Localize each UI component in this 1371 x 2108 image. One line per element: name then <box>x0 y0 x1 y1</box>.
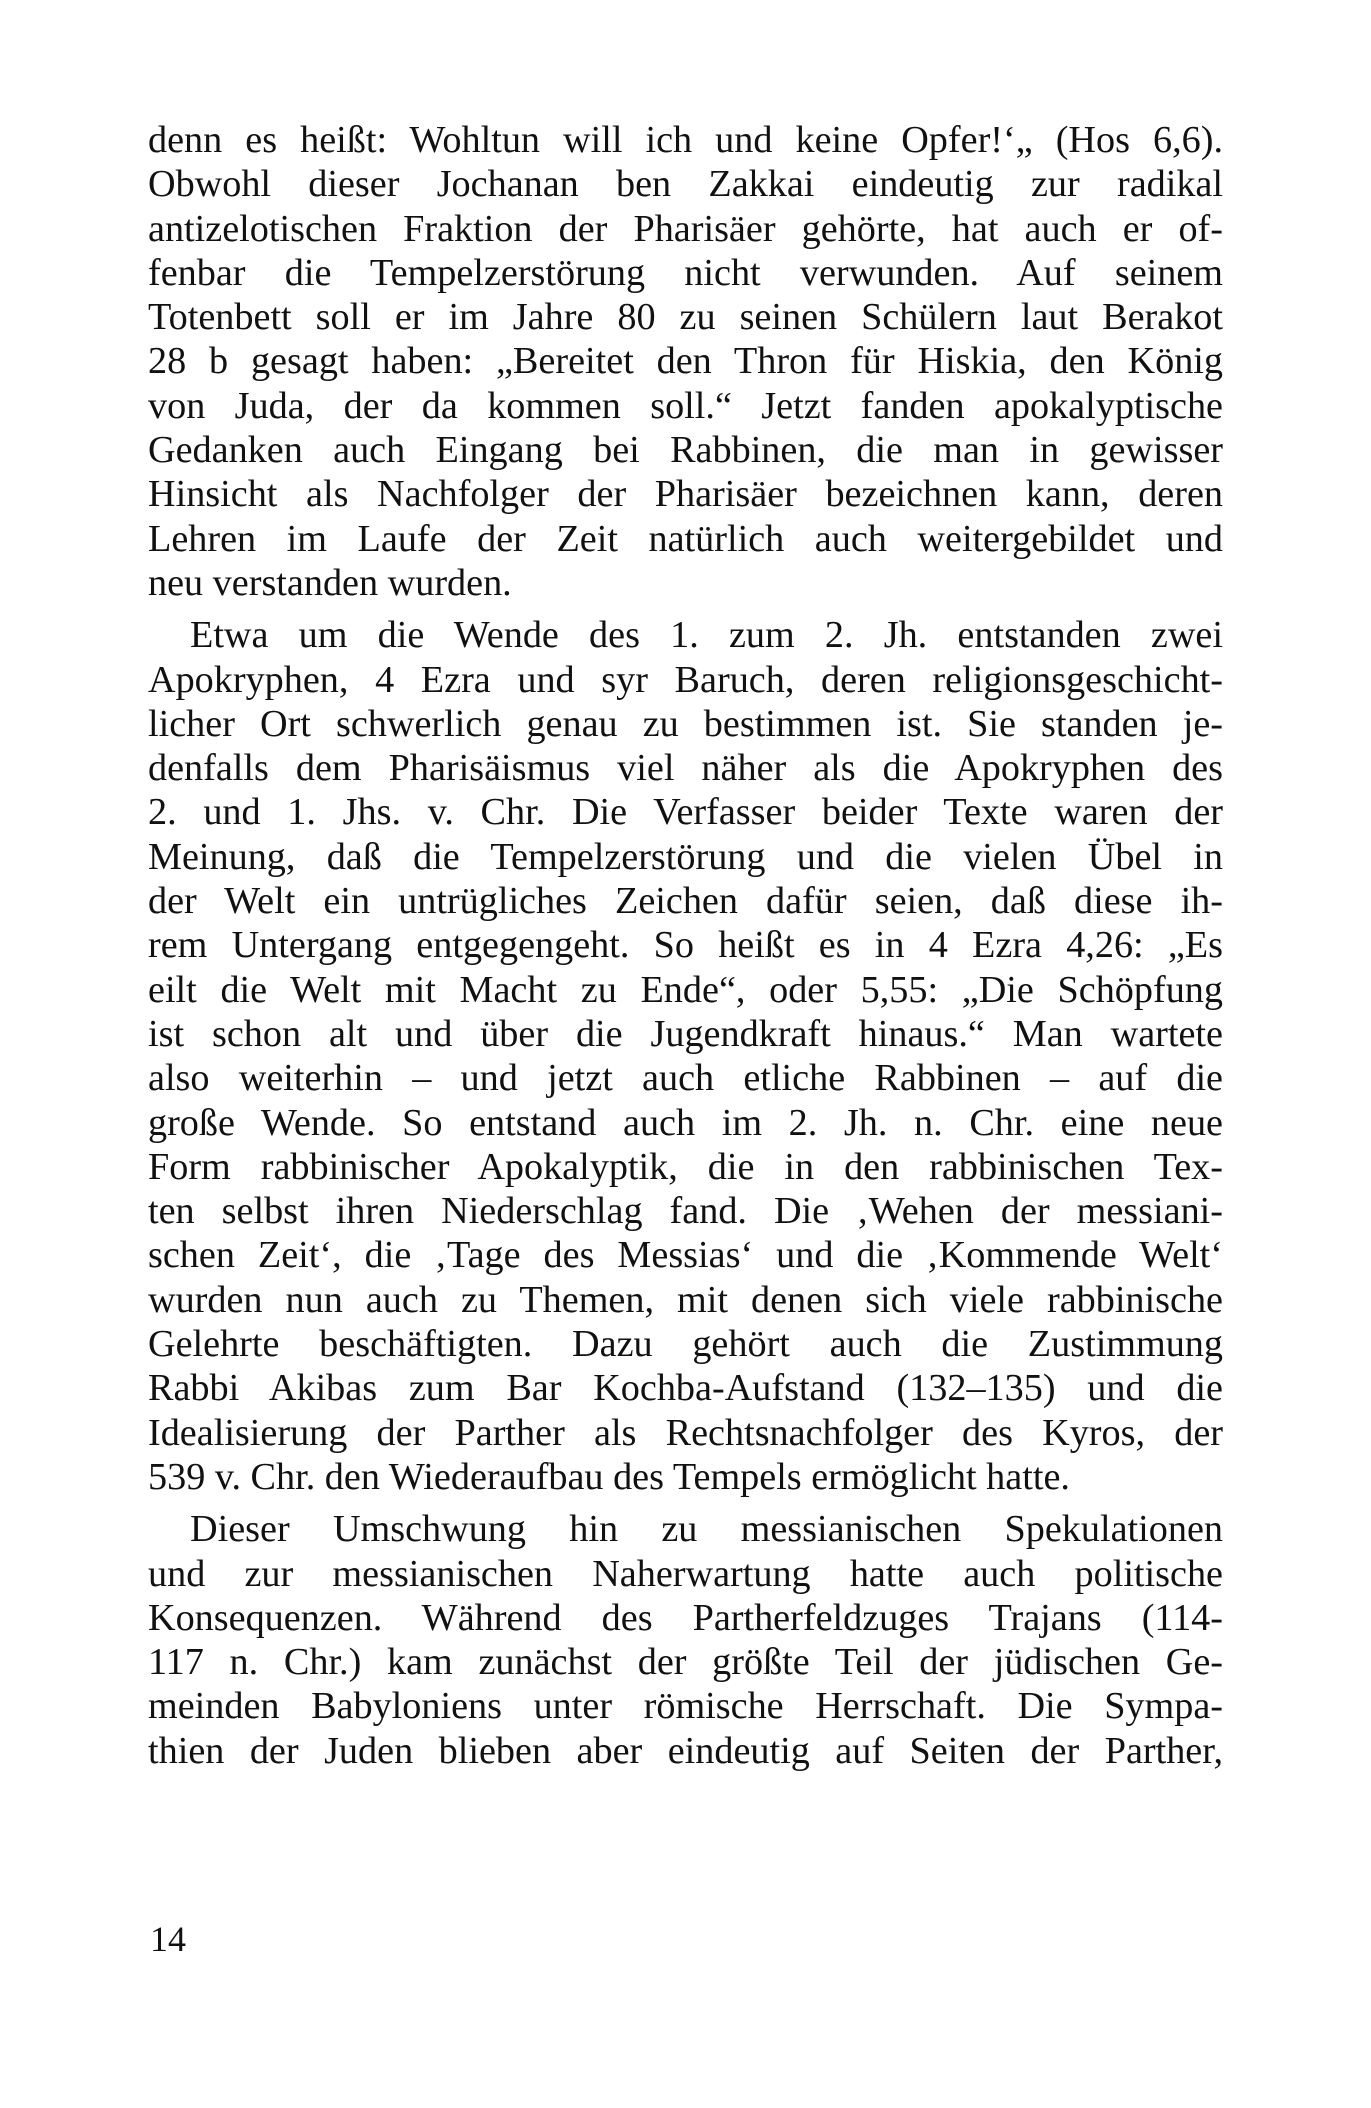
text-line: Gelehrte beschäftigten. Dazu gehört auch die Zustimmung <box>148 1323 1223 1366</box>
text-line: Rabbi Akibas zum Bar Kochba-Aufstand (132–135) und die <box>148 1367 1223 1410</box>
text-line: Totenbett soll er im Jahre 80 zu seinen Schülern laut Berakot <box>148 296 1223 339</box>
text-line: Gedanken auch Eingang bei Rabbinen, die man in gewisser <box>148 429 1223 472</box>
text-line: Hinsicht als Nachfolger der Pharisäer bezeichnen kann, deren <box>148 473 1223 516</box>
text-line: Obwohl dieser Jochanan ben Zakkai eindeutig zur radikal <box>148 163 1223 206</box>
text-line: 28 b gesagt haben: „Bereitet den Thron für Hiskia, den König <box>148 340 1223 383</box>
paragraph-2 <box>148 613 1223 1499</box>
text-line: ten selbst ihren Niederschlag fand. Die ‚Wehen der messiani- <box>148 1190 1223 1233</box>
text-line: Form rabbinischer Apokalyptik, die in den rabbinischen Tex- <box>148 1145 1223 1188</box>
text-line: antizelotischen Fraktion der Pharisäer gehörte, hat auch er of- <box>148 207 1223 250</box>
text-line: Dieser Umschwung hin zu messianischen Spekulationen <box>190 1508 1223 1551</box>
text-line: Lehren im Laufe der Zeit natürlich auch weitergebildet und <box>148 517 1223 560</box>
text-line: licher Ort schwerlich genau zu bestimmen ist. Sie standen je- <box>148 702 1223 745</box>
text-line: schen Zeit‘, die ‚Tage des Messias‘ und die ‚Kommende Welt‘ <box>148 1234 1223 1277</box>
text-line: ist schon alt und über die Jugendkraft hinaus.“ Man wartete <box>148 1012 1223 1055</box>
text-line: thien der Juden blieben aber eindeutig auf Seiten der Parther, <box>148 1729 1223 1772</box>
text-line: meinden Babyloniens unter römische Herrschaft. Die Sympa- <box>148 1685 1223 1728</box>
text-line: 117 n. Chr.) kam zunächst der größte Teil der jüdischen Ge- <box>148 1641 1223 1684</box>
text-line: also weiterhin – und jetzt auch etliche Rabbinen – auf die <box>148 1057 1223 1100</box>
text-line: neu verstanden wurden. <box>148 561 512 604</box>
text-line: und zur messianischen Naherwartung hatte auch politische <box>148 1552 1223 1595</box>
text-line: Etwa um die Wende des 1. zum 2. Jh. entstanden zwei <box>190 614 1223 657</box>
text-line: fenbar die Tempelzerstörung nicht verwunden. Auf seinem <box>148 251 1223 294</box>
text-line: Apokryphen, 4 Ezra und syr Baruch, deren religionsgeschicht- <box>148 658 1223 701</box>
paragraph-3 <box>148 1507 1223 1773</box>
text-line: wurden nun auch zu Themen, mit denen sich viele rabbinische <box>148 1278 1223 1321</box>
text-line: rem Untergang entgegengeht. So heißt es in 4 Ezra 4,26: „Es <box>148 924 1223 967</box>
text-line: von Juda, der da kommen soll.“ Jetzt fanden apokalyptische <box>148 384 1223 427</box>
text-line: Konsequenzen. Während des Partherfeldzuges Trajans (114- <box>148 1596 1223 1639</box>
text-line: denn es heißt: Wohltun will ich und keine Opfer!‘„ (Hos 6,6). <box>148 119 1223 161</box>
text-line: Meinung, daß die Tempelzerstörung und die vielen Übel in <box>148 835 1223 878</box>
page-number: 14 <box>150 1919 186 1959</box>
text-line: 2. und 1. Jhs. v. Chr. Die Verfasser beider Texte waren der <box>148 791 1223 834</box>
text-line: große Wende. So entstand auch im 2. Jh. n. Chr. eine neue <box>148 1101 1223 1144</box>
paragraph-1 <box>148 118 1223 605</box>
page-body <box>148 118 1223 1773</box>
text-line: denfalls dem Pharisäismus viel näher als die Apokryphen des <box>148 747 1223 790</box>
text-line: eilt die Welt mit Macht zu Ende“, oder 5,55: „Die Schöpfung <box>148 968 1223 1011</box>
text-line: Idealisierung der Parther als Rechtsnachfolger des Kyros, der <box>148 1411 1223 1454</box>
text-line: 539 v. Chr. den Wiederaufbau des Tempels ermöglicht hatte. <box>148 1455 1070 1498</box>
text-line: der Welt ein untrügliches Zeichen dafür seien, daß diese ih- <box>148 880 1223 923</box>
